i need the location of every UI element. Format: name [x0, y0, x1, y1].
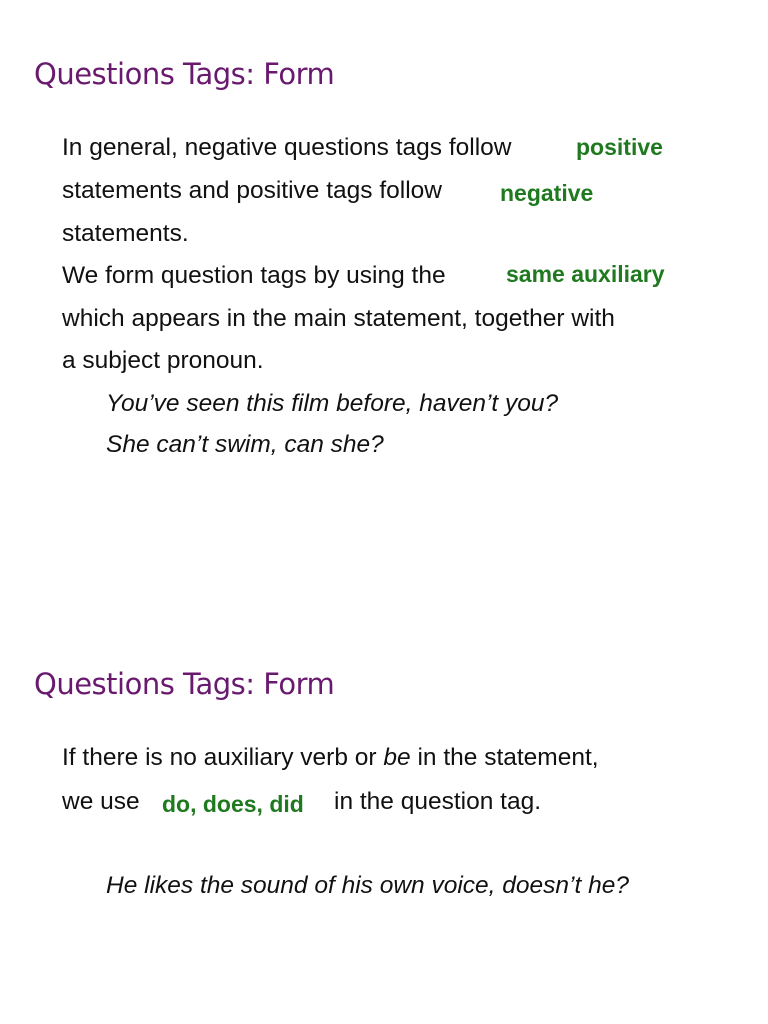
body-text: If there is no auxiliary verb or [62, 744, 377, 771]
body-text: in the statement, [417, 744, 599, 771]
body-line-2-end: in the question tag. [334, 788, 542, 815]
body-line-1: In general, negative questions tags follow [62, 134, 512, 161]
body-line-4: We form question tags by using the [62, 262, 446, 289]
body-line-1 [62, 744, 599, 772]
slide-title: Questions Tags: Form [34, 57, 335, 91]
slide-title: Questions Tags: Form [34, 667, 335, 701]
body-line-6: a subject pronoun. [62, 347, 264, 374]
body-line-3: statements. [62, 220, 189, 247]
keyword-positive: positive [576, 134, 663, 160]
body-line-2-start: we use [62, 788, 140, 815]
body-line-2: statements and positive tags follow [62, 177, 442, 204]
keyword-negative: negative [500, 180, 594, 206]
keyword-same-auxiliary: same auxiliary [506, 261, 665, 287]
example-sentence: He likes the sound of his own voice, doesn’t he? [106, 872, 629, 899]
example-sentence: You’ve seen this film before, haven’t you? [106, 390, 559, 417]
keyword-do-does-did: do, does, did [162, 791, 304, 817]
italic-be: be [383, 744, 411, 771]
slide-2 [0, 512, 768, 1024]
body-line-5: which appears in the main statement, together with [62, 305, 615, 332]
example-sentence: She can’t swim, can she? [106, 431, 384, 458]
